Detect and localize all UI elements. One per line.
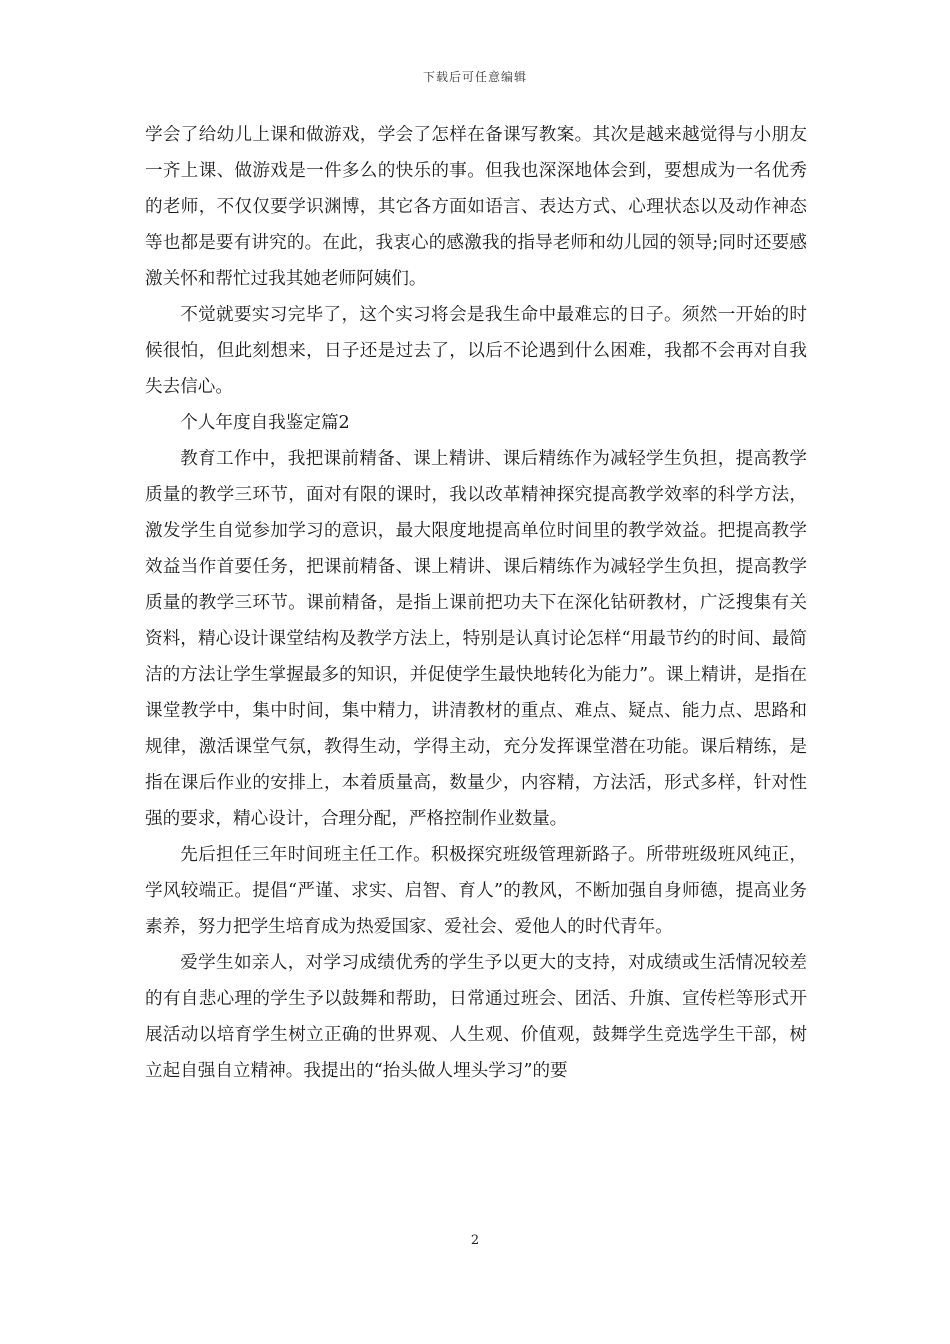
- section-heading: 个人年度自我鉴定篇2: [180, 413, 350, 433]
- document-body: [145, 117, 807, 1089]
- paragraph-3: 教育工作中，我把课前精备、课上精讲、课后精练作为减轻学生负担，提高教学质量的教学三环节，面对有限的课时，我以改革精神探究提高教学效率的科学方法，激发学生自觉参加学习的意识，最大限度地提高单位时间里的教学效益。把提高教学效益当作首要任务，把课前精备、课上精讲、课后精练作为减轻学生负担，提高教学质量的教学三环节。课前精备，是指上课前把功夫下在深化钻研教材，广泛搜集有关资料，精心设计课堂结构及教学方法上，特别是认真讨论怎样“用最节约的时间、最简洁的方法让学生掌握最多的知识，并促使学生最快地转化为能力”。课上精讲，是指在课堂教学中，集中时间，集中精力，讲清教材的重点、难点、疑点、能力点、思路和规律，激活课堂气氛，教得生动，学得主动，充分发挥课堂潜在功能。课后精练，是指在课后作业的安排上，本着质量高，数量少，内容精，方法活，形式多样，针对性强的要求，精心设计，合理分配，严格控制作业数量。: [145, 449, 807, 829]
- paragraph-1: 学会了给幼儿上课和做游戏，学会了怎样在备课写教案。其次是越来越觉得与小朋友一齐上课、做游戏是一件多么的快乐的事。但我也深深地体会到，要想成为一名优秀的老师，不仅仅要学识渊博，其它各方面如语言、表达方式、心理状态以及动作神态等也都是要有讲究的。在此，我衷心的感激我的指导老师和幼儿园的领导;同时还要感激关怀和帮忙过我其她老师阿姨们。: [145, 125, 807, 289]
- page-header: 下载后可任意编辑: [422, 70, 527, 84]
- paragraph-4: 先后担任三年时间班主任工作。积极探究班级管理新路子。所带班级班风纯正，学风较端正。提倡“严谨、求实、启智、育人”的教风，不断加强自身师德，提高业务素养，努力把学生培育成为热爱国家、爱社会、爱他人的时代青年。: [145, 845, 807, 937]
- paragraph-5: 爱学生如亲人，对学习成绩优秀的学生予以更大的支持，对成绩或生活情况较差的有自悲心理的学生予以鼓舞和帮助，日常通过班会、团活、升旗、宣传栏等形式开展活动以培育学生树立正确的世界观、人生观、价值观，鼓舞学生竞选学生干部，树立起自强自立精神。我提出的“抬头做人埋头学习”的要: [145, 953, 807, 1081]
- page-number: 2: [470, 1233, 480, 1248]
- paragraph-2: 不觉就要实习完毕了，这个实习将会是我生命中最难忘的日子。须然一开始的时候很怕，但此刻想来，日子还是过去了，以后不论遇到什么困难，我都不会再对自我失去信心。: [145, 305, 807, 397]
